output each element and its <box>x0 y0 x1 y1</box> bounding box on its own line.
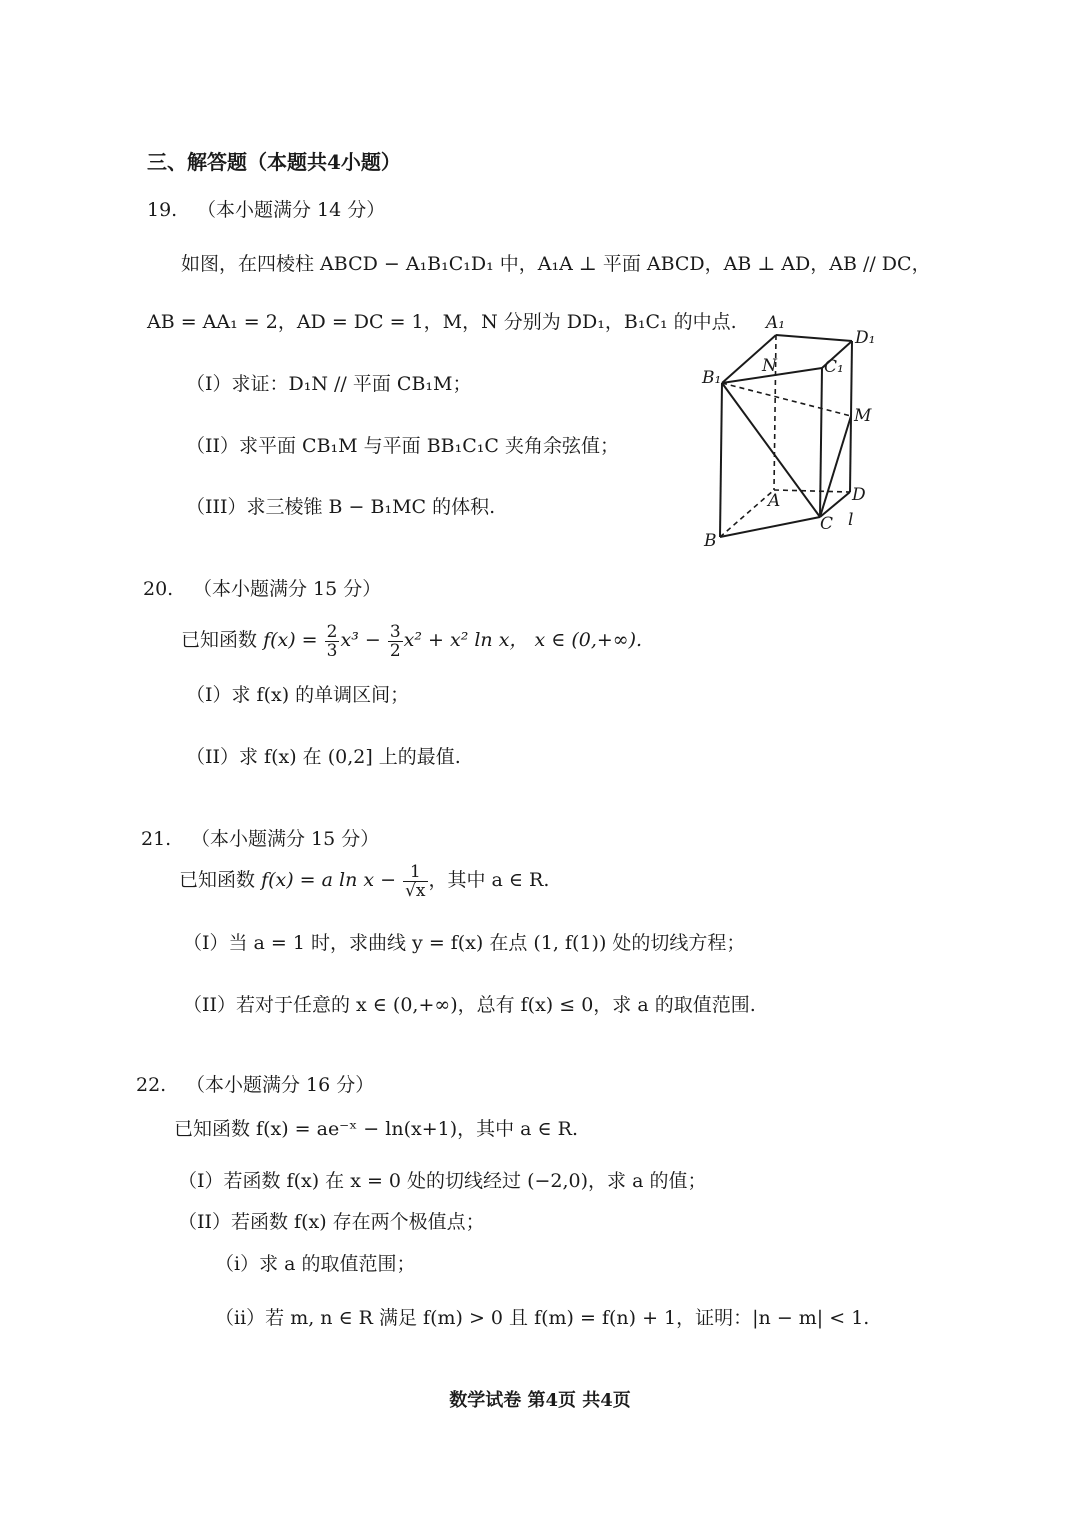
label-D: D <box>852 485 866 505</box>
q20-score: （本小题满分 15 分） <box>193 578 382 600</box>
q20-part-2: （II）求 f(x) 在 (0,2] 上的最值. <box>186 746 461 768</box>
q20-frac-2-num: 3 <box>389 621 401 642</box>
q20-term-2: x² + x² ln x， x ∈ (0,+∞). <box>403 629 643 651</box>
label-M: M <box>854 406 872 426</box>
q22-part-2: （II）若函数 f(x) 存在两个极值点； <box>178 1211 485 1233</box>
prism-figure <box>690 305 890 555</box>
q20-number: 20. <box>143 578 174 600</box>
label-C: C <box>820 514 834 534</box>
label-D1: D₁ <box>855 328 876 348</box>
q20-term-1: x³ − <box>340 629 381 651</box>
q21-stem-fx: f(x) = a ln x − <box>261 869 397 891</box>
q19-stem-1: 如图，在四棱柱 ABCD − A₁B₁C₁D₁ 中，A₁A ⊥ 平面 ABCD，AB ⊥ AD，AB // DC， <box>181 253 931 275</box>
q22-part-2-i: （i）求 a 的取值范围； <box>215 1253 416 1275</box>
section-title: 三、解答题（本题共4小题） <box>147 150 401 174</box>
q22-part-1: （I）若函数 f(x) 在 x = 0 处的切线经过 (−2,0)，求 a 的值； <box>178 1170 707 1192</box>
q20-header <box>143 574 381 601</box>
q20-stem-fx: f(x) = <box>263 629 318 651</box>
q22-part-2-ii: （ii）若 m, n ∈ R 满足 f(m) > 0 且 f(m) = f(n) + 1，证明：|n − m| < 1. <box>215 1307 870 1329</box>
q21-number: 21. <box>141 828 172 850</box>
q22-number: 22. <box>136 1074 167 1096</box>
label-B: B <box>704 531 717 551</box>
q20-part-1: （I）求 f(x) 的单调区间； <box>186 684 410 706</box>
q19-number: 19. <box>147 199 178 221</box>
q21-score: （本小题满分 15 分） <box>191 828 380 850</box>
q21-frac <box>403 863 427 900</box>
q20-stem-prefix: 已知函数 <box>181 629 258 651</box>
q20-frac-1-num: 2 <box>326 621 338 642</box>
label-B1: B₁ <box>702 368 722 388</box>
q22-header <box>136 1070 374 1097</box>
q21-frac-num: 1 <box>403 863 427 882</box>
q22-stem: 已知函数 f(x) = ae⁻ˣ − ln(x+1)，其中 a ∈ R. <box>174 1118 578 1140</box>
label-A: A <box>768 491 781 511</box>
q21-header <box>141 824 379 851</box>
q19-score: （本小题满分 14 分） <box>197 199 386 221</box>
q20-frac-2-den: 2 <box>389 640 401 661</box>
q21-stem-prefix: 已知函数 <box>179 869 256 891</box>
q21-stem <box>179 860 549 900</box>
q19-header <box>147 195 385 222</box>
label-C1: C₁ <box>824 357 844 377</box>
q19-part-1: （I）求证：D₁N // 平面 CB₁M； <box>186 373 472 395</box>
q21-part-1: （I）当 a = 1 时，求曲线 y = f(x) 在点 (1, f(1)) 处的切线方程； <box>183 932 746 954</box>
q20-stem <box>181 620 642 660</box>
q21-stem-suffix: ，其中 a ∈ R. <box>428 869 550 891</box>
q21-frac-den: √x <box>405 880 426 901</box>
q20-frac-2 <box>388 623 403 660</box>
q20-frac-1-den: 3 <box>326 640 338 661</box>
q22-score: （本小题满分 16 分） <box>186 1074 375 1096</box>
q20-frac-1 <box>325 623 340 660</box>
label-N: N <box>762 356 777 376</box>
q21-part-2: （II）若对于任意的 x ∈ (0,+∞)，总有 f(x) ≤ 0，求 a 的取值范围. <box>183 994 756 1016</box>
q19-part-3: （III）求三棱锥 B − B₁MC 的体积. <box>186 496 496 518</box>
page-footer: 数学试卷 第4页 共4页 <box>449 1390 631 1411</box>
label-tick: l <box>848 510 854 530</box>
label-A1: A₁ <box>766 313 786 333</box>
q19-part-2: （II）求平面 CB₁M 与平面 BB₁C₁C 夹角余弦值； <box>186 435 619 457</box>
q19-stem-2: AB = AA₁ = 2，AD = DC = 1，M，N 分别为 DD₁，B₁C₁ 的中点. <box>147 311 737 333</box>
